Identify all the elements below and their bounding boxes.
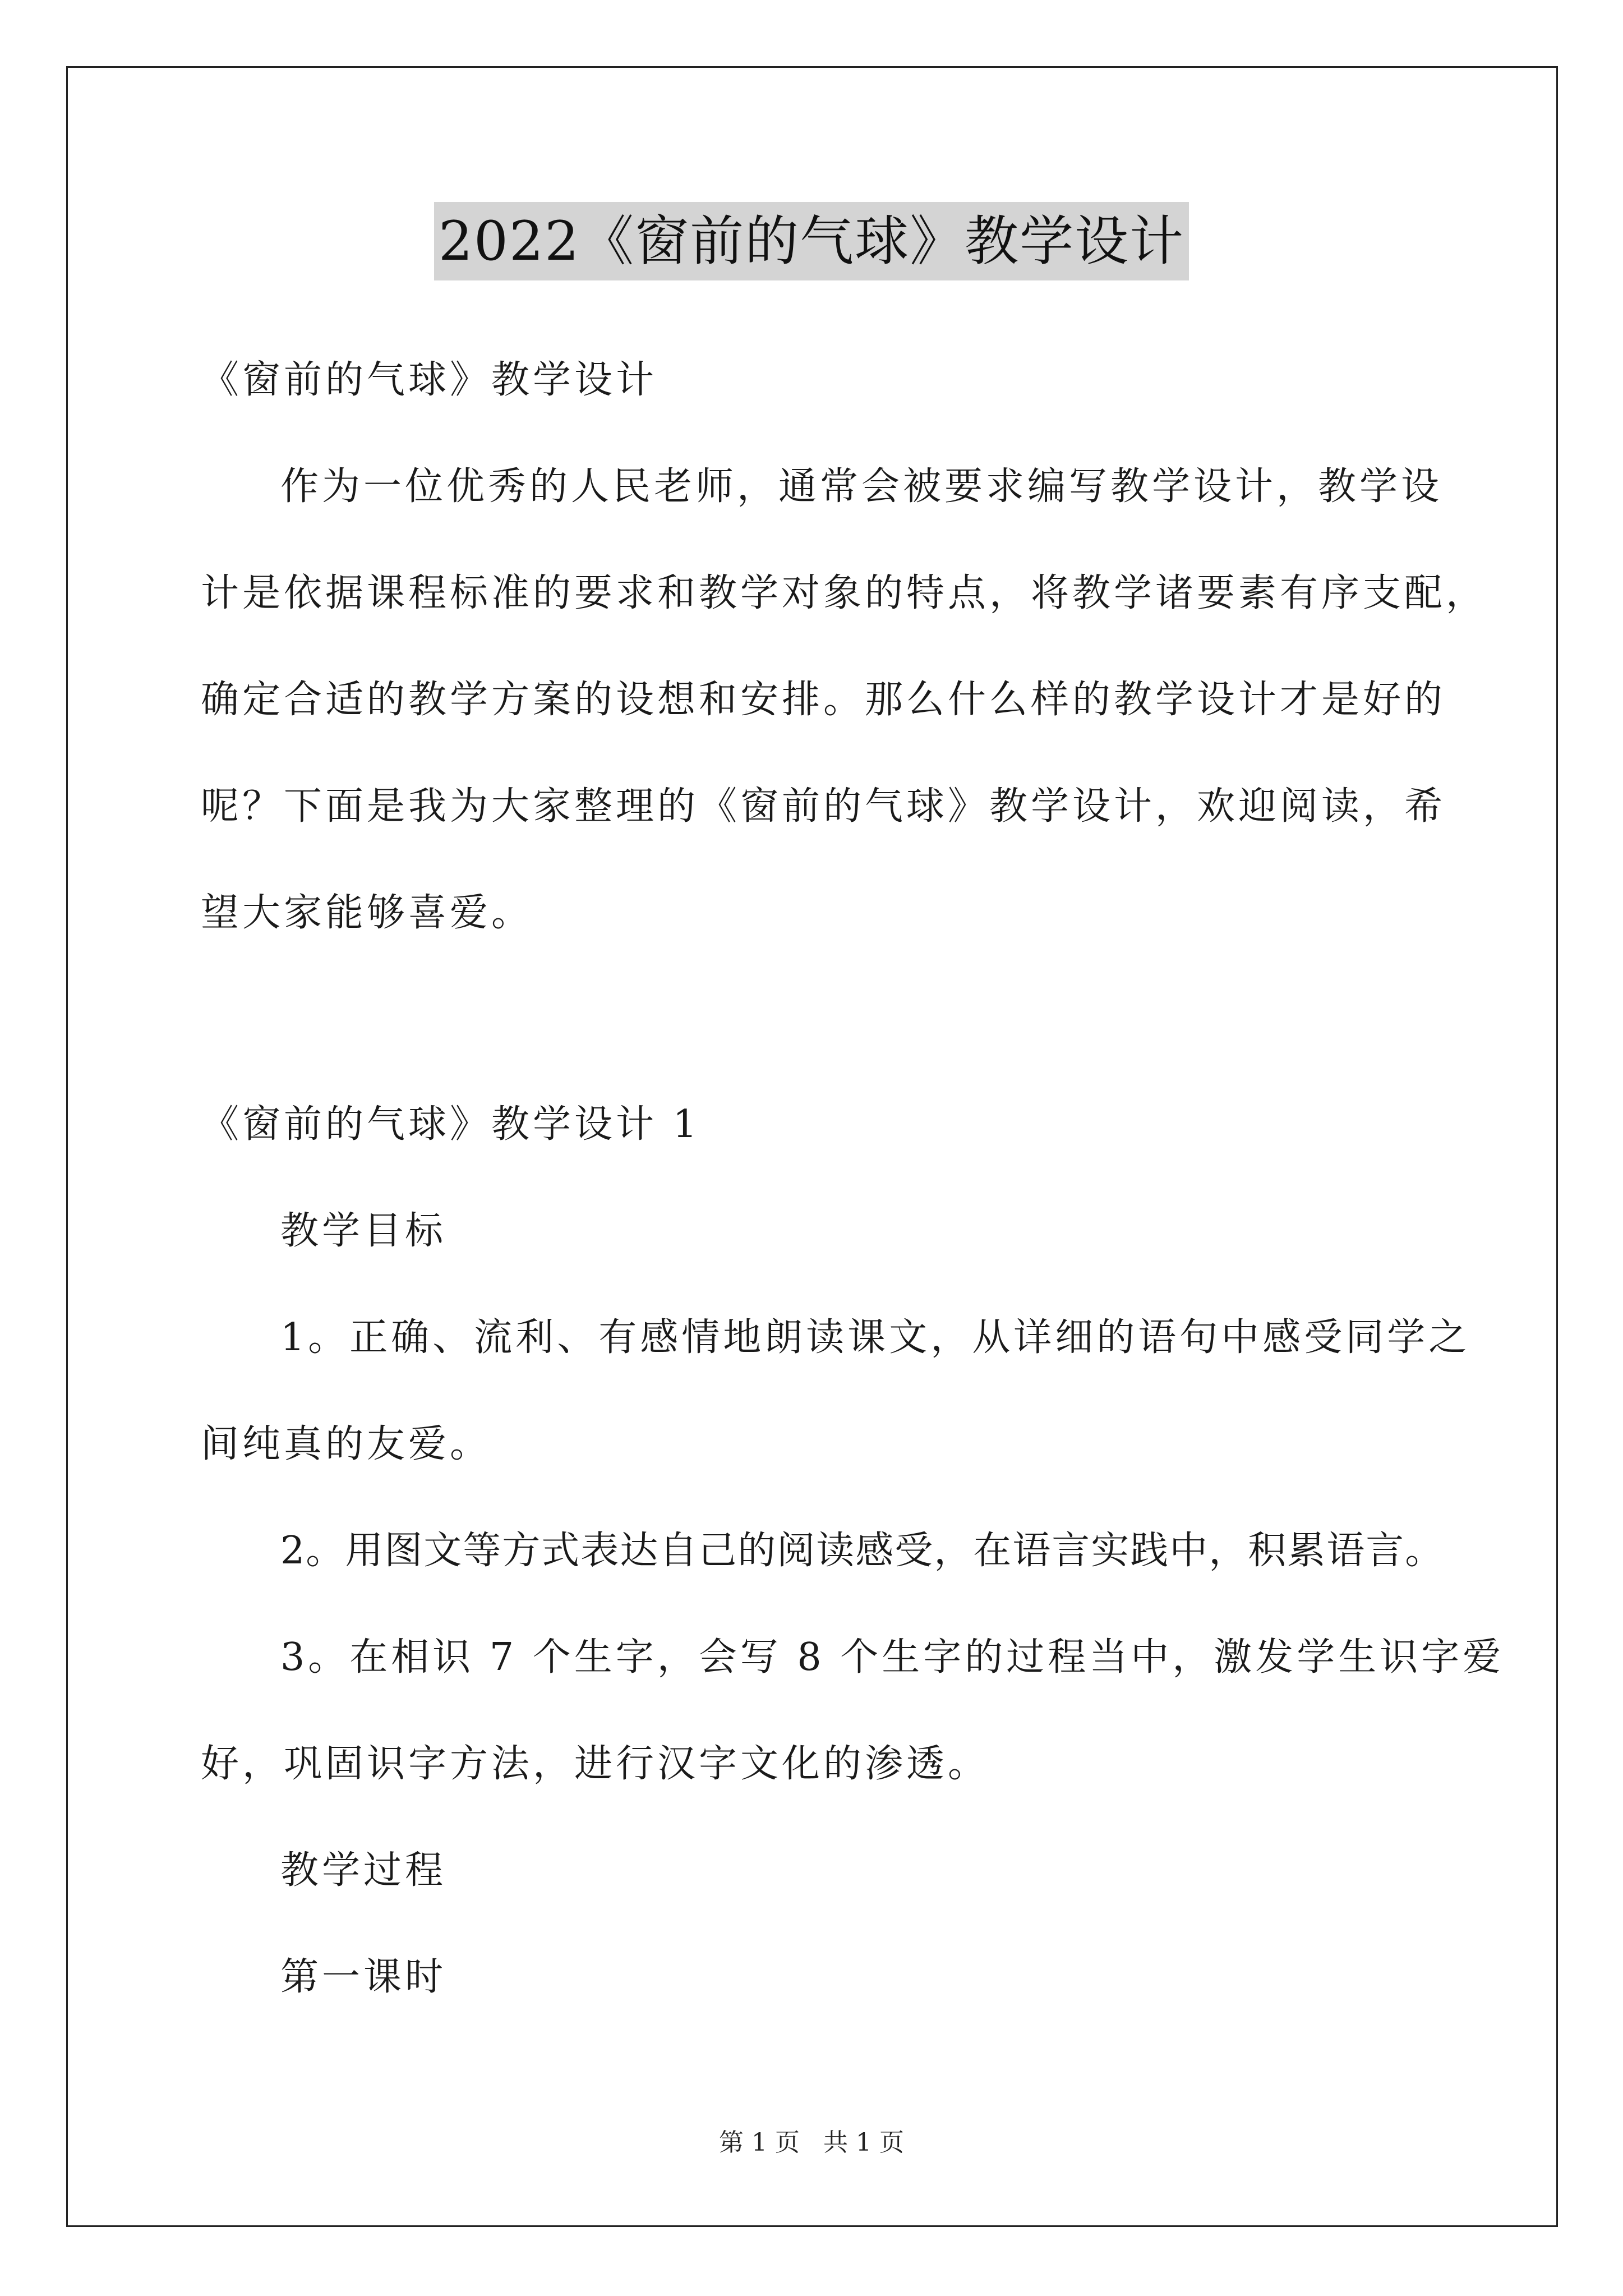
goals-heading: 教学目标	[280, 1209, 447, 1253]
goal-1-line-2: 间纯真的友爱。	[201, 1422, 492, 1466]
lesson-heading: 第一课时	[280, 1955, 447, 1999]
goal-2-line: 2。用图文等方式表达自己的阅读感受，在语言实践中，积累语言。	[280, 1529, 1445, 1573]
process-heading: 教学过程	[280, 1848, 447, 1893]
intro-line-5: 望大家能够喜爱。	[201, 891, 533, 935]
intro-line-3: 确定合适的教学方案的设想和安排。那么什么样的教学设计才是好的	[201, 678, 1446, 722]
document-title: 2022《窗前的气球》教学设计	[434, 202, 1189, 280]
page-total: 共 1 页	[823, 2128, 904, 2157]
goal-3-line-2: 好，巩固识字方法，进行汉字文化的渗透。	[201, 1742, 990, 1786]
goal-3-line-1: 3。在相识 7 个生字，会写 8 个生字的过程当中，激发学生识字爱	[280, 1635, 1505, 1680]
page-footer	[0, 2126, 1623, 2160]
intro-line-1: 作为一位优秀的人民老师，通常会被要求编写教学设计，教学设	[280, 464, 1443, 509]
page-current: 第 1 页	[719, 2128, 800, 2157]
intro-line-4: 呢？下面是我为大家整理的《窗前的气球》教学设计，欢迎阅读，希	[201, 784, 1446, 829]
subtitle: 《窗前的气球》教学设计	[201, 358, 658, 402]
title-container	[0, 202, 1623, 280]
section-heading: 《窗前的气球》教学设计 1	[201, 1102, 700, 1147]
goal-1-line-1: 1。正确、流利、有感情地朗读课文，从详细的语句中感受同学之	[280, 1315, 1470, 1360]
intro-line-2: 计是依据课程标准的要求和教学对象的特点，将教学诸要素有序支配，	[201, 571, 1488, 615]
